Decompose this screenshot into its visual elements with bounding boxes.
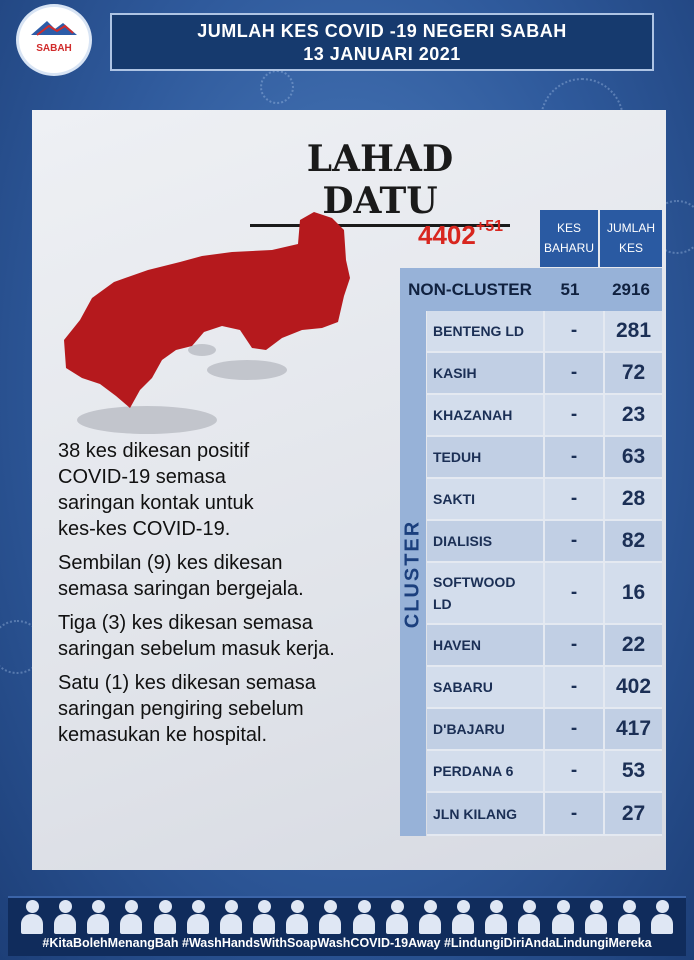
cluster-name: SAKTI [433, 491, 475, 507]
cluster-name: BENTENG LD [433, 323, 524, 339]
frontliner-icon [252, 898, 276, 934]
cluster-total-cases: 16 [603, 563, 662, 623]
cluster-new-cases: - [543, 311, 603, 351]
footer-hashtags: #KitaBolehMenangBah #WashHandsWithSoapWashCOVID-19Away #LindungiDiriAndaLindungiMereka [42, 936, 652, 950]
non-cluster-row [400, 268, 662, 311]
cluster-name: HAVEN [433, 637, 481, 653]
note-line: Satu (1) kes dikesan semasa [58, 672, 316, 694]
cluster-name: KHAZANAH [433, 407, 513, 423]
cluster-total-cases: 63 [603, 437, 662, 477]
frontliner-icon [517, 898, 541, 934]
note-paragraph [58, 670, 388, 748]
cluster-new-cases: - [543, 521, 603, 561]
cluster-row [427, 563, 662, 625]
new-cases-superscript: +51 [475, 218, 503, 235]
logo-mountain [19, 17, 89, 38]
frontliner-icon [285, 898, 309, 934]
district-total [418, 220, 503, 251]
note-line: kes-kes COVID-19. [58, 518, 231, 540]
non-cluster-total: 2916 [612, 279, 650, 299]
cluster-total-cases: 281 [603, 311, 662, 351]
cluster-label: CLUSTER [401, 519, 424, 628]
cluster-row [427, 479, 662, 521]
note-line: semasa saringan bergejala. [58, 578, 304, 600]
cluster-new-cases: - [543, 353, 603, 393]
cluster-row [427, 521, 662, 563]
note-line: saringan sebelum masuk kerja. [58, 638, 335, 660]
note-line: Sembilan (9) kes dikesan [58, 552, 283, 574]
note-line: 38 kes dikesan positif [58, 440, 250, 462]
cluster-row [427, 437, 662, 479]
cluster-total-cases: 72 [603, 353, 662, 393]
note-line: Tiga (3) kes dikesan semasa [58, 612, 313, 634]
frontliner-icon [418, 898, 442, 934]
frontliner-icon [20, 898, 44, 934]
cluster-total-cases: 402 [603, 667, 662, 707]
district-map [52, 200, 362, 450]
header-title: JUMLAH KES COVID -19 NEGERI SABAH [197, 21, 567, 41]
cluster-row [427, 793, 662, 836]
cluster-total-cases: 417 [603, 709, 662, 749]
col-head-new-line1: KES [556, 221, 581, 235]
frontliner-icon [352, 898, 376, 934]
cluster-row [427, 395, 662, 437]
logo-text: SABAH [36, 43, 72, 54]
non-cluster-label: NON-CLUSTER [408, 279, 532, 299]
cluster-row [427, 751, 662, 793]
cluster-new-cases: - [543, 667, 603, 707]
frontliner-icon [119, 898, 143, 934]
header-date: 13 JANUARI 2021 [303, 44, 461, 64]
note-line: kemasukan ke hospital. [58, 724, 268, 746]
cluster-name: KASIH [433, 365, 477, 381]
col-head-total-line2: KES [618, 241, 643, 255]
cluster-new-cases: - [543, 625, 603, 665]
frontliner-illustrations [20, 898, 674, 936]
note-line: COVID-19 semasa [58, 466, 226, 488]
frontliner-icon [53, 898, 77, 934]
cluster-row [427, 353, 662, 395]
cluster-total-cases: 27 [603, 793, 662, 834]
cluster-new-cases: - [543, 793, 603, 834]
cluster-name: SOFTWOOD LD [433, 574, 516, 612]
frontliner-icon [650, 898, 674, 934]
cluster-total-cases: 82 [603, 521, 662, 561]
cluster-label-column [400, 311, 426, 836]
cluster-total-cases: 23 [603, 395, 662, 435]
note-paragraph [58, 610, 388, 662]
col-head-total [600, 210, 662, 267]
cluster-total-cases: 22 [603, 625, 662, 665]
virus-decoration [260, 70, 294, 104]
frontliner-icon [86, 898, 110, 934]
frontliner-icon [186, 898, 210, 934]
frontliner-icon [451, 898, 475, 934]
page-header [110, 13, 654, 71]
frontliner-icon [219, 898, 243, 934]
note-line: saringan kontak untuk [58, 492, 254, 514]
cluster-name: JLN KILANG [433, 805, 517, 822]
col-head-total-line1: JUMLAH [606, 221, 655, 235]
cluster-row [427, 311, 662, 353]
cluster-name: DIALISIS [433, 533, 493, 549]
cluster-new-cases: - [543, 395, 603, 435]
district-title: LAHAD DATU [250, 138, 510, 227]
cluster-name: SABARU [433, 679, 493, 695]
note-line: saringan pengiring sebelum [58, 698, 304, 720]
sabah-logo [16, 4, 92, 76]
col-head-new-line2: BAHARU [543, 241, 594, 255]
frontliner-icon [617, 898, 641, 934]
cluster-total-cases: 28 [603, 479, 662, 519]
note-paragraph [58, 550, 388, 602]
frontliner-icon [551, 898, 575, 934]
frontliner-icon [153, 898, 177, 934]
cluster-new-cases: - [543, 479, 603, 519]
frontliner-icon [385, 898, 409, 934]
total-cases: 4402 [418, 220, 476, 250]
frontliner-icon [484, 898, 508, 934]
cluster-new-cases: - [543, 437, 603, 477]
cluster-row [427, 709, 662, 751]
non-cluster-new: 51 [560, 279, 580, 299]
cluster-row [427, 625, 662, 667]
cluster-name: PERDANA 6 [433, 763, 514, 779]
cluster-new-cases: - [543, 751, 603, 791]
frontliner-icon [584, 898, 608, 934]
case-notes [58, 438, 388, 756]
cluster-new-cases: - [543, 563, 603, 623]
col-head-new [540, 210, 598, 267]
cluster-row [427, 667, 662, 709]
cluster-name: TEDUH [433, 449, 482, 465]
cluster-name: D'BAJARU [433, 721, 505, 737]
cluster-new-cases: - [543, 709, 603, 749]
note-paragraph [58, 438, 388, 542]
cluster-total-cases: 53 [603, 751, 662, 791]
cluster-table [427, 311, 662, 836]
frontliner-icon [318, 898, 342, 934]
